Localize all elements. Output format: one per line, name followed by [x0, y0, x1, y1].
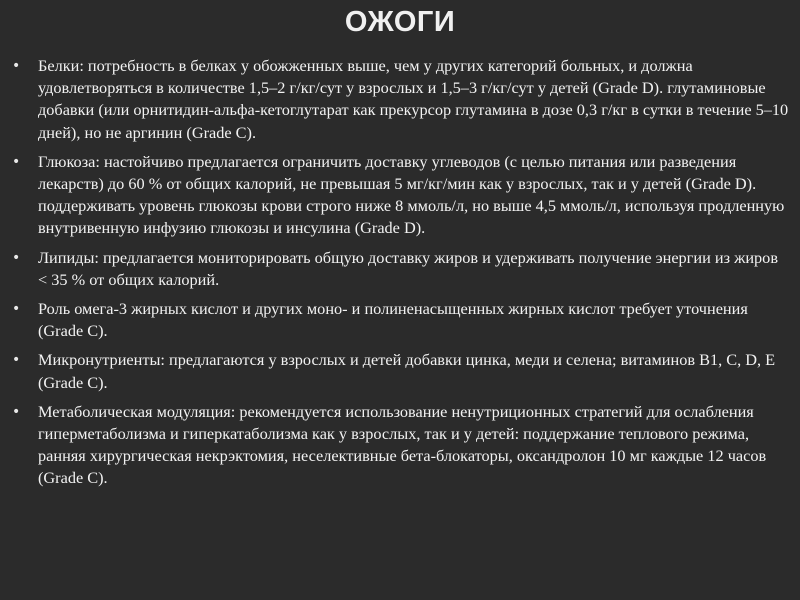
list-item	[12, 151, 790, 240]
bullet-icon: •	[12, 249, 21, 266]
list-item-text: Белки: потребность в белках у обожженных выше, чем у других категорий больных, и должна удовлетворяться в количестве 1,5–2 г/кг/сут у взрослых и 1,5–3 г/кг/сут у детей (Grade D). глутаминовые добавки (или орнитидин-альфа-кетоглутарат как прекурсор глутамина в дозе 0,3 г/кг в сутки в течение 5–10 дней), но не аргинин (Grade C).	[38, 56, 789, 142]
list-item	[12, 349, 790, 393]
list-item-text: Роль омега-3 жирных кислот и других моно- и полиненасыщенных жирных кислот требует уточнения (Grade C).	[38, 299, 748, 341]
list-item	[12, 401, 790, 490]
list-item-text: Липиды: предлагается мониторировать общую доставку жиров и удерживать получение энергии из жиров < 35 % от общих калорий.	[38, 247, 779, 289]
bullet-icon: •	[12, 301, 21, 318]
bullet-icon: •	[12, 58, 21, 74]
bullet-icon: •	[12, 153, 21, 170]
list-item-text: Глюкоза: настойчиво предлагается ограничить доставку углеводов (с целью питания или разведения лекарств) до 60 % от общих калорий, не превышая 5 мг/кг/мин как у взрослых, так и у детей (Grade D). поддерживать уровень глюкозы крови строго ниже 8 ммоль/л, но выше 4,5 ммоль/л, используя продленную внутривенную инфузию глюкозы и инсулина (Grade D).	[38, 151, 785, 238]
list-item-text: Метаболическая модуляция: рекомендуется использование ненутриционных стратегий для ослабления гиперметаболизма и гиперкатаболизма как у взрослых, так и у детей: поддержание теплового режима, ранняя хирургическая некрэктомия, неселективные бета-блокаторы, оксандролон 10 мг каждые 12 часов (Grade C).	[38, 401, 767, 488]
list-item	[12, 298, 790, 342]
bullet-icon: •	[12, 352, 21, 369]
list-item	[12, 55, 790, 144]
bullet-list	[12, 55, 790, 497]
list-item	[12, 247, 790, 291]
slide-title: ОЖОГИ	[344, 6, 456, 38]
bullet-icon: •	[12, 403, 21, 420]
list-item-text: Микронутриенты: предлагаются у взрослых и детей добавки цинка, меди и селена; витаминов B1, C, D, E (Grade C).	[38, 350, 776, 392]
